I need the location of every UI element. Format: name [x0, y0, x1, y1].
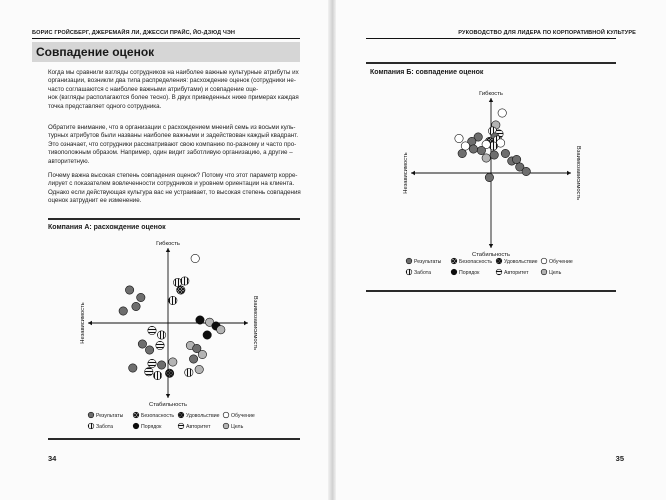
scatter-point-results [129, 364, 137, 372]
scatter-point-enjoyment [165, 369, 173, 377]
figure-a-top-rule [48, 218, 300, 220]
axis-label-right: Взаимозависимость [575, 145, 581, 201]
legend-label-authority: Авторитет [504, 270, 529, 276]
paragraph-line: Почему важна высокая степень совпадения оценок? Потому что этот параметр корре- [48, 172, 298, 179]
paragraph-line: организации, возникли два типа распределения: расхождение оценок (сотрудники не- [48, 77, 296, 85]
legend-swatch-safety [451, 258, 457, 264]
scatter-point-safety [177, 286, 185, 294]
chart-b-scatter [366, 78, 616, 284]
scatter-point-results [189, 355, 197, 363]
legend-label-learning: Обучение [231, 413, 255, 419]
legend-label-results: Результаты [96, 413, 124, 419]
legend-label-caring: Забота [96, 424, 113, 430]
scatter-point-purpose [217, 326, 225, 334]
paragraph-line: лирует с показателем вовлеченности сотрудников и уровнем ориентации на клиента. [48, 180, 295, 188]
axis-label-left: Независимость [80, 302, 86, 344]
paragraph-2 [48, 124, 300, 166]
legend-swatch-purpose [541, 269, 547, 275]
legend-label-caring: Забота [414, 270, 431, 276]
left-page-number: 34 [48, 454, 57, 463]
paragraph-line: Однако если действующая культура вас не устраивает, то высокая степень совпадения [48, 188, 301, 196]
legend-label-safety: Безопасность [459, 259, 493, 265]
axis-arrowhead [411, 171, 415, 175]
left-running-head: БОРИС ГРОЙСБЕРГ, ДЖЕРЕМАЙЯ ЛИ, ДЖЕССИ ПРАЙС, ЙО-ДЗЮД ЧЭН [32, 30, 236, 36]
legend-swatch-purpose [223, 423, 229, 429]
legend-label-enjoyment: Удовольствие [186, 413, 220, 419]
scatter-point-results [522, 167, 530, 175]
legend-swatch-learning [223, 412, 229, 418]
paragraph-line: нок (взгляды располагаются более тесно). В двух приведенных ниже примерах каждая [48, 94, 299, 102]
scatter-point-authority [156, 341, 164, 349]
axis-arrowhead [489, 98, 493, 102]
legend-label-safety: Безопасность [141, 413, 175, 419]
chart-a-scatter [48, 232, 300, 436]
right-page-number: 35 [615, 454, 624, 463]
scatter-point-results [138, 340, 146, 348]
legend-swatch-authority [496, 269, 502, 275]
figure-b-top-rule [366, 62, 616, 64]
paragraph-1 [48, 69, 300, 111]
paragraph-line: турных атрибутов были названы наиболее важными и задействован каждый квадрант. [48, 132, 299, 140]
scatter-point-purpose [198, 350, 206, 358]
axis-label-top: Гибкость [156, 241, 180, 247]
scatter-point-caring [185, 368, 193, 376]
scatter-point-results [469, 145, 477, 153]
legend-swatch-order [133, 423, 139, 429]
scatter-point-results [125, 286, 133, 294]
right-header-rule [366, 38, 616, 39]
paragraph-line: авторитетную. [48, 157, 90, 165]
right-running-head: РУКОВОДСТВО ДЛЯ ЛИДЕРА ПО КОРПОРАТИВНОЙ КУЛЬТУРЕ [458, 30, 636, 36]
scatter-point-results [145, 346, 153, 354]
scatter-point-results [119, 307, 127, 315]
legend-label-results: Результаты [414, 259, 442, 265]
scatter-point-results [477, 146, 485, 154]
paragraph-line: Это означает, что сотрудники рассматривают свою компанию по-разному и часто про- [48, 140, 297, 148]
paragraph-line: тивоположным образом. Например, один видит заботливую организацию, а другие – [48, 149, 293, 157]
scatter-point-purpose [195, 365, 203, 373]
scatter-point-results [490, 151, 498, 159]
legend-swatch-safety [133, 412, 139, 418]
scatter-point-order [203, 331, 211, 339]
scatter-point-caring [169, 296, 177, 304]
axis-arrowhead [244, 321, 248, 325]
legend-label-learning: Обучение [549, 259, 573, 265]
legend-swatch-caring [406, 269, 412, 275]
legend-swatch-order [451, 269, 457, 275]
book-gutter [328, 0, 336, 500]
legend-swatch-learning [541, 258, 547, 264]
scatter-point-results [501, 149, 509, 157]
scatter-point-authority [145, 368, 153, 376]
scatter-point-authority [148, 326, 156, 334]
legend-swatch-results [88, 412, 94, 418]
paragraph-line: точка представляет одного сотрудника. [48, 102, 162, 110]
paragraph-line: Когда мы сравнили взгляды сотрудников на наиболее важные культурные атрибуты их [48, 69, 299, 76]
scatter-point-authority [148, 359, 156, 367]
legend-swatch-caring [88, 423, 94, 429]
axis-label-right: Взаимозависимость [252, 295, 258, 351]
paragraph-line: оценок затруднит ее изменение. [48, 197, 142, 205]
paragraph-3 [48, 172, 300, 206]
scatter-point-caring [153, 371, 161, 379]
scatter-point-results [137, 293, 145, 301]
scatter-point-results [132, 302, 140, 310]
scatter-point-order [196, 316, 204, 324]
scatter-point-learning [191, 254, 199, 262]
scatter-point-results [512, 155, 520, 163]
figure-a-bottom-rule [48, 438, 300, 440]
legend-swatch-enjoyment [496, 258, 502, 264]
figure-b-bottom-rule [366, 290, 616, 292]
scatter-point-purpose [482, 154, 490, 162]
left-header-rule [32, 38, 300, 39]
scatter-point-caring [181, 277, 189, 285]
legend-swatch-results [406, 258, 412, 264]
axis-arrowhead [166, 394, 170, 398]
axis-label-top: Гибкость [479, 91, 503, 97]
chart-b-title: Компания Б: совпадение оценок [370, 69, 484, 76]
axis-label-bottom: Стабильность [149, 402, 187, 408]
axis-arrowhead [567, 171, 571, 175]
axis-arrowhead [489, 244, 493, 248]
axis-label-bottom: Стабильность [472, 252, 510, 258]
scatter-point-results [157, 361, 165, 369]
legend-label-order: Порядок [459, 270, 480, 276]
scatter-point-learning [498, 109, 506, 117]
legend-swatch-enjoyment [178, 412, 184, 418]
paragraph-line: часто соглашаются с наиболее важными атрибутами) и совпадение оце- [48, 85, 259, 93]
legend-label-purpose: Цель [231, 424, 244, 430]
axis-arrowhead [88, 321, 92, 325]
scatter-point-purpose [169, 358, 177, 366]
scatter-point-learning [455, 134, 463, 142]
scatter-point-caring [157, 331, 165, 339]
scatter-point-results [458, 149, 466, 157]
legend-label-authority: Авторитет [186, 424, 211, 430]
scatter-point-learning [461, 142, 469, 150]
chart-a-title: Компания А: расхождение оценок [48, 224, 166, 231]
paragraph-line: Обратите внимание, что в организации с расхождением мнений семь из восьми куль- [48, 124, 296, 131]
axis-label-left: Независимость [403, 152, 409, 194]
legend-swatch-authority [178, 423, 184, 429]
legend-label-order: Порядок [141, 424, 162, 430]
legend-label-enjoyment: Удовольствие [504, 259, 538, 265]
section-title: Совпадение оценок [36, 45, 155, 59]
scatter-point-results [485, 173, 493, 181]
axis-arrowhead [166, 248, 170, 252]
legend-label-purpose: Цель [549, 270, 562, 276]
